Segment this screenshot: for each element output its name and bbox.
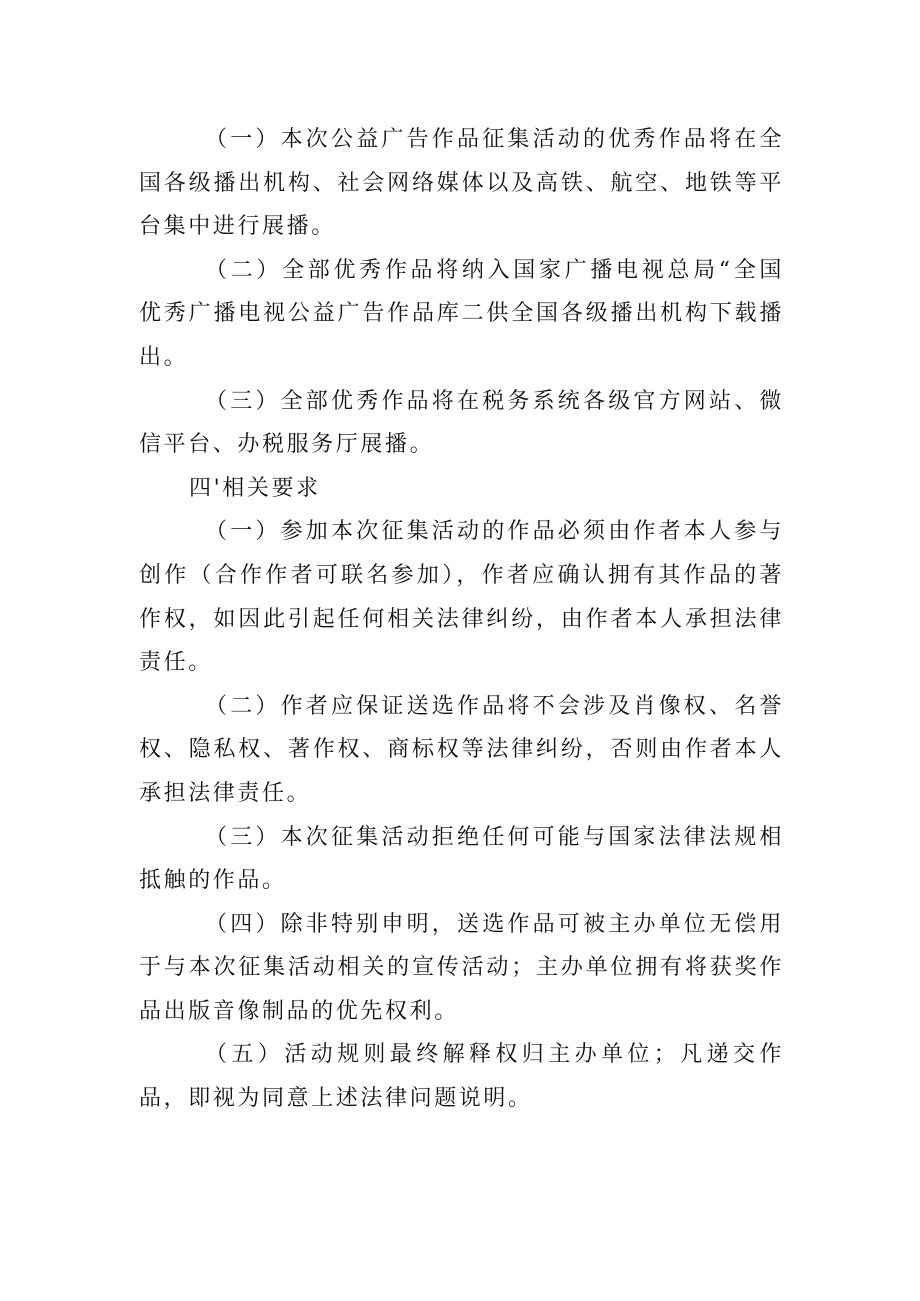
requirement-interpretation: （五）活动规则最终解释权归主办单位；凡递交作品，即视为同意上述法律问题说明。 xyxy=(139,1042,784,1112)
paragraph-work-library: （二）全部优秀作品将纳入国家广播电视总局“全国优秀广播电视公益广告作品库二供全国各级播出机构下载播出。 xyxy=(139,257,784,370)
paragraph-broadcast-outlets: （一）本次公益广告作品征集活动的优秀作品将在全国各级播出机构、社会网络媒体以及高铁、航空、地铁等平台集中进行展播。 xyxy=(139,127,784,240)
paragraph-tax-system-display: （三）全部优秀作品将在税务系统各级官方网站、微信平台、办税服务厅展播。 xyxy=(139,388,784,458)
requirement-usage-rights: （四）除非特别申明，送选作品可被主办单位无偿用于与本次征集活动相关的宣传活动；主办单位拥有将获奖作品出版音像制品的优先权利。 xyxy=(139,911,784,1024)
section-heading-requirements: 四'相关要求 xyxy=(189,475,321,501)
document-page xyxy=(139,118,784,1121)
requirement-law-compliance: （三）本次征集活动拒绝任何可能与国家法律法规相抵触的作品。 xyxy=(139,824,784,894)
requirement-legal-disputes: （二）作者应保证送选作品将不会涉及肖像权、名誉权、隐私权、著作权、商标权等法律纠纷，否则由作者本人承担法律责任。 xyxy=(139,693,784,806)
requirement-copyright: （一）参加本次征集活动的作品必须由作者本人参与创作（合作作者可联名参加），作者应确认拥有其作品的著作权，如因此引起任何相关法律纠纷，由作者本人承担法律责任。 xyxy=(139,519,784,676)
